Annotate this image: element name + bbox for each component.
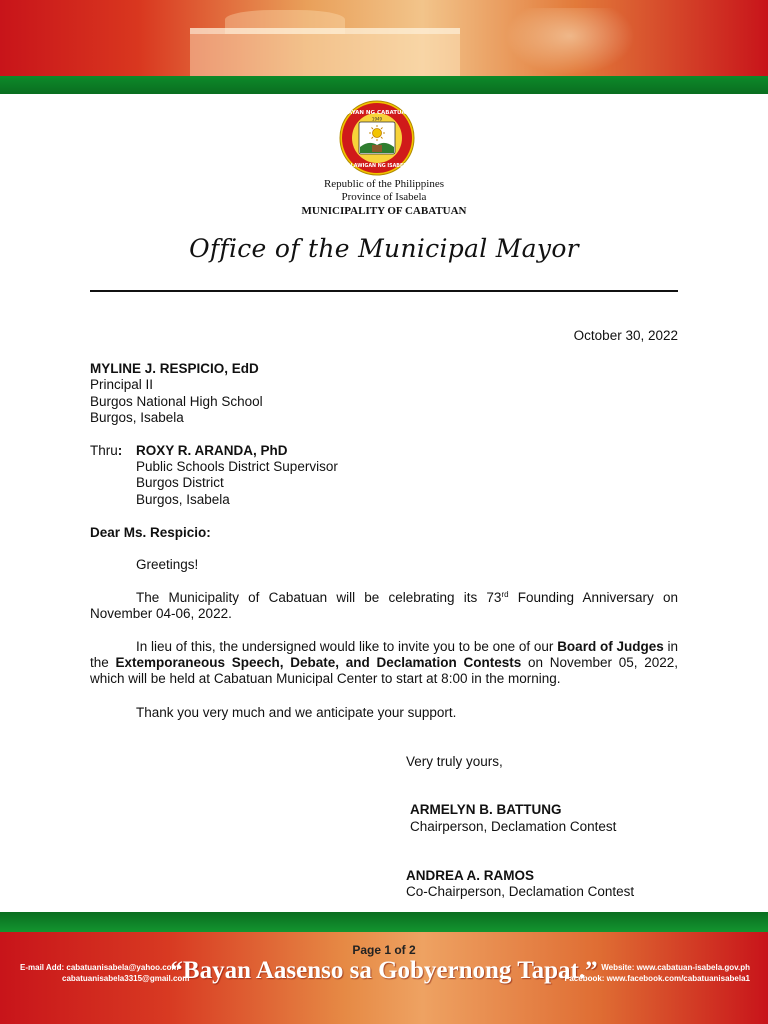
- municipal-seal-logo: [339, 100, 415, 176]
- thru-position: Public Schools District Supervisor: [136, 459, 338, 474]
- header-divider: [90, 290, 678, 292]
- address-line-province: Province of Isabela: [341, 191, 427, 203]
- footer-web: [564, 962, 750, 984]
- recipient-school: Burgos National High School: [90, 394, 263, 409]
- header-palm-image: [500, 8, 640, 78]
- address-line-republic: Republic of the Philippines: [323, 178, 445, 190]
- office-title: Office of the Municipal Mayor: [189, 234, 579, 263]
- greeting: Greetings!: [136, 557, 199, 572]
- svg-text:1949: 1949: [371, 116, 383, 122]
- paragraph-invitation: In lieu of this, the undersigned would like to invite you to be one of our Board of Judges in the Extemporaneous Speech, Debate, and Declamation Contests on November 05, 2022, which will be held at Cabatuan Municipal Center to start at 8:00 in the morning.: [90, 639, 678, 686]
- page-number: Page 1 of 2: [352, 943, 416, 957]
- thru-name: ROXY R. ARANDA, PhD: [136, 443, 288, 458]
- footer-facebook: Facebook: www.facebook.com/cabatuanisabela1: [564, 974, 750, 983]
- salutation: Dear Ms. Respicio:: [90, 525, 211, 540]
- address-line-municipality: MUNICIPALITY OF CABATUAN: [301, 205, 467, 217]
- recipient-position: Principal II: [90, 377, 154, 392]
- recipient-name: MYLINE J. RESPICIO, EdD: [90, 361, 259, 376]
- recipient-place: Burgos, Isabela: [90, 410, 184, 425]
- svg-text:LALAWIGAN NG ISABELA: LALAWIGAN NG ISABELA: [343, 164, 411, 169]
- thru-district: Burgos District: [136, 475, 224, 490]
- footer-email-2: cabatuanisabela3315@gmail.com: [62, 974, 190, 983]
- footer-email-1: E-mail Add: cabatuanisabela@yahoo.com: [20, 963, 179, 972]
- header-banner: [0, 0, 768, 94]
- paragraph-anniversary: The Municipality of Cabatuan will be celebrating its 73rd Founding Anniversary on November 04-06, 2022.: [90, 590, 678, 621]
- letter-date: October 30, 2022: [573, 328, 678, 343]
- signatory-1-title: Chairperson, Declamation Contest: [410, 819, 617, 834]
- paragraph-thanks: Thank you very much and we anticipate your support.: [136, 705, 457, 720]
- header-green-stripe: [0, 76, 768, 94]
- thru-label: Thru:: [90, 443, 123, 458]
- signatory-2-title: Co-Chairperson, Declamation Contest: [406, 884, 635, 899]
- footer-website: Website: www.cabatuan-isabela.gov.ph: [601, 963, 750, 972]
- signatory-2-name: ANDREA A. RAMOS: [406, 868, 534, 883]
- closing: Very truly yours,: [406, 754, 503, 769]
- signatory-1-name: ARMELYN B. BATTUNG: [410, 802, 562, 817]
- footer-motto: “Bayan Aasenso sa Gobyernong Tapat.”: [170, 957, 598, 984]
- thru-place: Burgos, Isabela: [136, 492, 230, 507]
- footer-green-stripe: [0, 912, 768, 932]
- footer-email: [20, 962, 189, 984]
- svg-text:BAYAN NG CABATUAN: BAYAN NG CABATUAN: [343, 110, 411, 116]
